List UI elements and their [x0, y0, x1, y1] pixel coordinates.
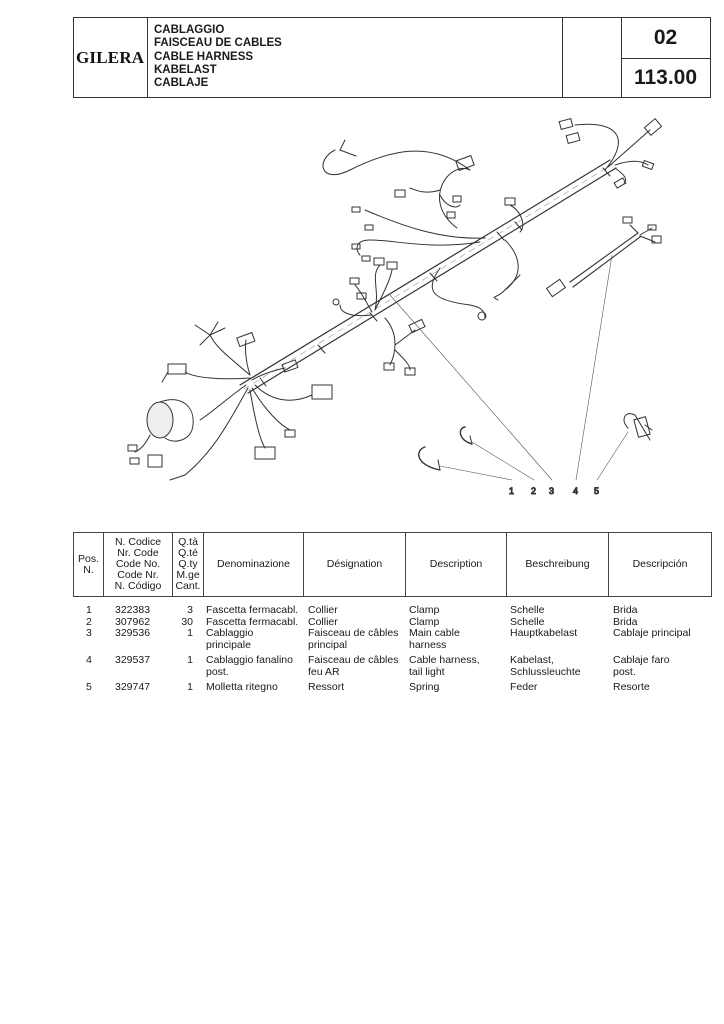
cell-den: Cablaggio fanalino post. — [206, 654, 293, 678]
cell-des: Faisceau de câbles feu AR — [308, 654, 399, 678]
page-number: 113.00 — [633, 66, 698, 89]
table-row — [73, 628, 712, 651]
cell-dsc: Spring — [409, 681, 440, 693]
cell-dcn: Brida — [613, 604, 638, 616]
cell-code: 307962 — [115, 615, 151, 628]
cell-des: Ressort — [308, 681, 345, 693]
column-header-label: Beschreibung — [525, 558, 590, 570]
cell-code: 322383 — [115, 604, 151, 616]
cell-code: 329747 — [115, 681, 151, 693]
cell-den: Fascetta fermacabl. — [206, 615, 299, 628]
brand-logo: GILERA — [76, 48, 145, 67]
title-german: KABELAST — [154, 63, 217, 76]
tail-light-harness — [547, 217, 661, 297]
headlight-holder — [128, 400, 193, 467]
cell-pos: 4 — [86, 654, 92, 666]
cell-qty: 1 — [187, 627, 193, 639]
cell-pos: 3 — [86, 627, 92, 639]
column-header-dcn — [609, 533, 711, 596]
callout-4: 4 — [573, 486, 579, 496]
column-header-bes — [507, 533, 609, 596]
leader-lines — [390, 255, 628, 480]
page-header — [73, 17, 711, 98]
column-header-label: Désignation — [326, 558, 383, 570]
column-header-qty — [173, 533, 204, 596]
cell-code: 329537 — [115, 654, 151, 666]
table-row — [73, 682, 712, 694]
cell-bes: Kabelast, Schlussleuchte — [510, 654, 581, 678]
cell-pos: 1 — [86, 604, 92, 616]
cell-dcn: Cablaje principal — [613, 627, 691, 639]
main-harness-trunk — [240, 160, 616, 393]
cell-den: Fascetta fermacabl. — [206, 604, 299, 616]
cell-pos: 2 — [86, 615, 92, 628]
table-body — [73, 605, 712, 694]
callout-3: 3 — [549, 486, 555, 496]
cell-qty: 30 — [181, 615, 193, 628]
cell-den: Molletta ritegno — [206, 681, 278, 693]
cell-bes: Schelle — [510, 604, 545, 616]
cell-dsc: Clamp — [409, 604, 440, 616]
cell-code: 329536 — [115, 627, 151, 639]
title-french: FAISCEAU DE CABLES — [154, 37, 282, 50]
title-stack — [154, 24, 282, 90]
table-header — [73, 532, 712, 597]
clamp-item-2 — [460, 427, 472, 444]
cell-des: Faisceau de câbles principal — [308, 627, 399, 651]
column-header-dsc — [406, 533, 507, 596]
column-header-label: Description — [429, 558, 483, 570]
cell-dcn: Cablaje faro post. — [613, 654, 670, 678]
cell-des: Collier — [308, 615, 338, 628]
column-header-label: Q.tà Q.té Q.ty M.ge Cant. — [175, 536, 201, 592]
group-number: 02 — [621, 18, 710, 59]
cell-des: Collier — [308, 604, 338, 616]
harness-diagram — [110, 100, 710, 510]
title-spanish: CABLAJE — [154, 77, 209, 90]
callout-1: 1 — [509, 486, 515, 496]
table-row — [73, 655, 712, 678]
column-header-label: N. Codice Nr. Code Code No. Code Nr. N. Código — [114, 536, 162, 592]
cell-dsc: Cable harness, tail light — [409, 654, 480, 678]
cell-qty: 3 — [187, 604, 193, 616]
parts-table — [73, 532, 712, 694]
cell-dsc: Main cable harness — [409, 627, 460, 651]
cell-dcn: Resorte — [613, 681, 650, 693]
clamp-item-1 — [419, 447, 440, 470]
logo-cell — [74, 18, 148, 97]
column-header-code — [104, 533, 173, 596]
cell-dcn: Brida — [613, 615, 638, 628]
cell-den: Cablaggio principale — [206, 627, 254, 651]
column-header-label: Descripción — [632, 558, 688, 570]
title-english: CABLE HARNESS — [154, 50, 254, 63]
column-header-label: Denominazione — [217, 558, 290, 570]
branch-left-junction — [333, 258, 425, 375]
branch-lower-hub — [162, 322, 332, 480]
column-header-label: Pos. N. — [77, 552, 99, 576]
cell-bes: Hauptkabelast — [510, 627, 578, 639]
cell-pos: 5 — [86, 681, 92, 693]
column-header-pos — [74, 533, 104, 596]
branch-upper-loop — [323, 140, 474, 228]
column-header-des — [304, 533, 406, 596]
cell-qty: 1 — [187, 654, 193, 666]
branch-upper-right — [559, 119, 661, 189]
title-italian: CABLAGGIO — [154, 24, 225, 36]
table-row — [73, 605, 712, 617]
column-header-den — [204, 533, 304, 596]
branch-mid-left — [352, 207, 485, 261]
callout-2: 2 — [531, 486, 537, 496]
cell-dsc: Clamp — [409, 615, 440, 628]
cell-bes: Schelle — [510, 615, 545, 628]
cell-bes: Feder — [510, 681, 538, 693]
callout-5: 5 — [594, 486, 600, 496]
blank-cell — [562, 18, 622, 97]
cell-qty: 1 — [187, 681, 193, 693]
spring-item-5 — [624, 414, 652, 440]
